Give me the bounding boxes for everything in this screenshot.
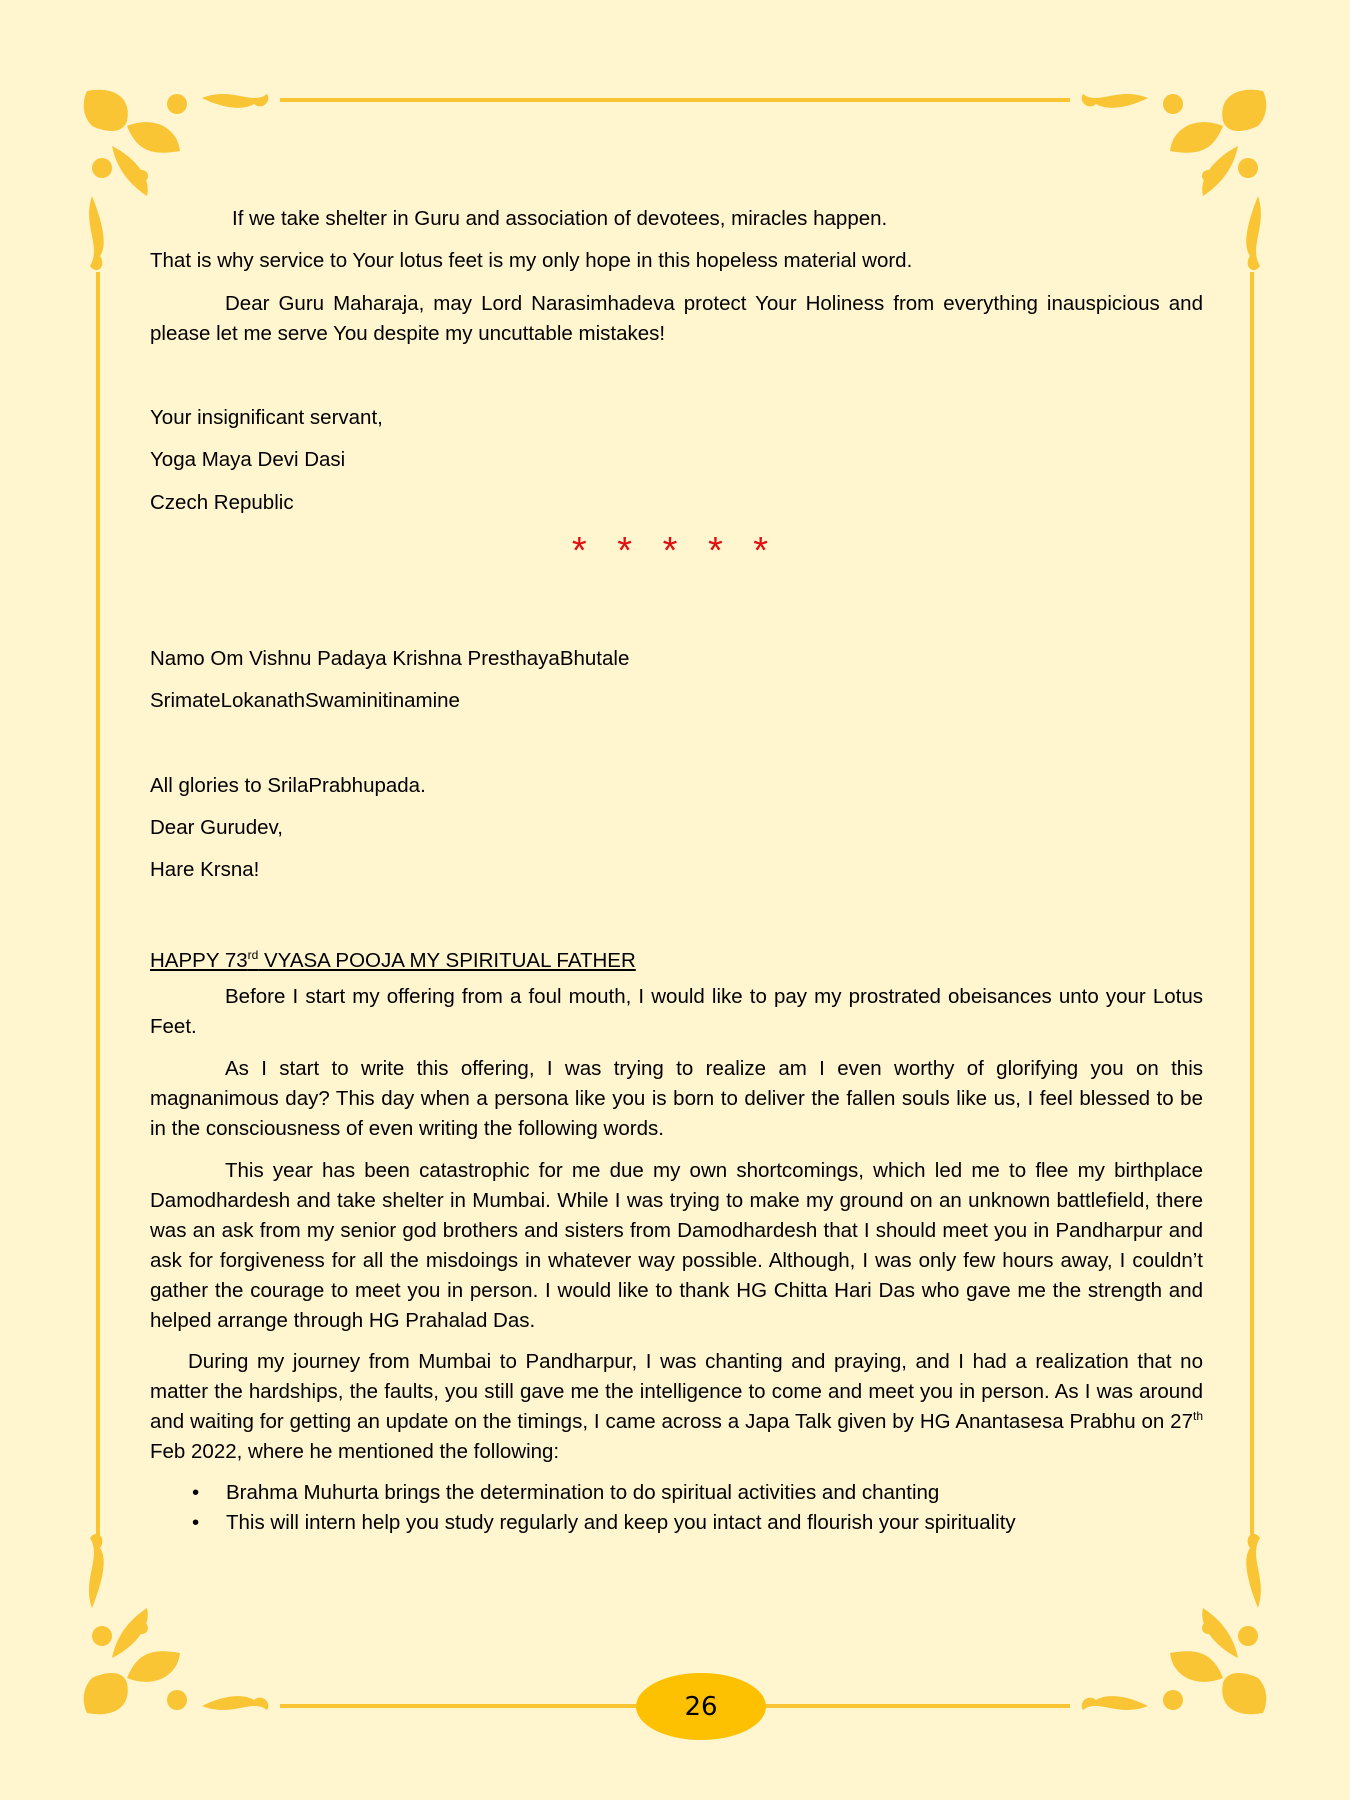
letter1-closing: Your insignificant servant, [150,406,383,429]
list-item-text: Brahma Muhurta brings the determination to do spiritual activities and chanting [226,1481,940,1504]
heading-text: HAPPY 73 [150,948,248,972]
border-right [1250,272,1254,1540]
border-bottom-right [762,1704,1070,1708]
list-item-text: This will intern help you study regularly and keep you intact and flourish your spirituality [226,1511,1016,1534]
bullet-icon: • [192,1511,200,1534]
offering-paragraph-3: This year has been catastrophic for me due my own shortcomings, which led me to flee my birthplace Damodhardesh and take shelter in Mumbai. While I was trying to make my ground on an unknown battlefield, there was an ask from my senior god brothers and sisters from Damodhardesh that I should meet you in Pandharpur and ask for forgiveness for all the misdoings in whatever way possible. Although, I was only few hours away, I couldn’t gather the courage to meet you in person. I would like to thank HG Chitta Hari Das who gave me the strength and helped arrange through HG Prahalad Das. [150,1159,1203,1332]
offering-heading [150,940,1203,976]
list-item [150,1478,1203,1508]
border-left [96,272,100,1540]
corner-ornament-icon [1068,1518,1268,1718]
letter1-line2: That is why service to Your lotus feet is my only hope in this hopeless material word. [150,249,913,272]
paragraph-text: During my journey from Mumbai to Pandharpur, I was chanting and praying, and I had a realization that no matter the hardships, the faults, you still gave me the intelligence to come and meet you in person. As I was around and waiting for getting an update on the timings, I came across a Japa Talk given by HG Anantasesa Prabhu on 27 [150,1350,1203,1433]
separator-stars: * * * * * [571,530,779,572]
paragraph-text-rest: Feb 2022, where he mentioned the following: [150,1440,560,1463]
offering-paragraph-4 [150,1347,1203,1467]
salutation: Dear Gurudev, [150,816,283,839]
offering-paragraph-2: As I start to write this offering, I was trying to realize am I even worthy of glorifying you on this magnanimous day? This day when a persona like you is born to deliver the fallen souls like us, I feel blessed to be in the consciousness of even writing the following words. [150,1057,1203,1140]
list-item [150,1508,1203,1538]
letter1-signature-name: Yoga Maya Devi Dasi [150,448,346,471]
greeting: Hare Krsna! [150,858,260,881]
page-number: 26 [684,1691,718,1722]
bullet-icon: • [192,1481,200,1504]
date-superscript: th [1192,1409,1203,1424]
border-top [280,98,1070,102]
glories-line: All glories to SrilaPrabhupada. [150,774,426,797]
heading-text-rest: VYASA POOJA MY SPIRITUAL FATHER [258,948,636,972]
letter1-country: Czech Republic [150,491,294,514]
page-number-badge [636,1673,766,1740]
corner-ornament-icon [82,1518,282,1718]
prayer-line-2: SrimateLokanathSwaminitinamine [150,689,460,712]
border-bottom-left [280,1704,640,1708]
offering-paragraph-1: Before I start my offering from a foul mouth, I would like to pay my prostrated obeisances unto your Lotus Feet. [150,985,1203,1038]
realization-list [150,1478,1203,1538]
heading-superscript: rd [247,948,259,962]
letter1-line1: If we take shelter in Guru and association of devotees, miracles happen. [232,207,888,230]
letter1-paragraph: Dear Guru Maharaja, may Lord Narasimhadeva protect Your Holiness from everything inauspicious and please let me serve You despite my uncuttable mistakes! [150,292,1203,345]
prayer-line-1: Namo Om Vishnu Padaya Krishna PresthayaBhutale [150,647,630,670]
